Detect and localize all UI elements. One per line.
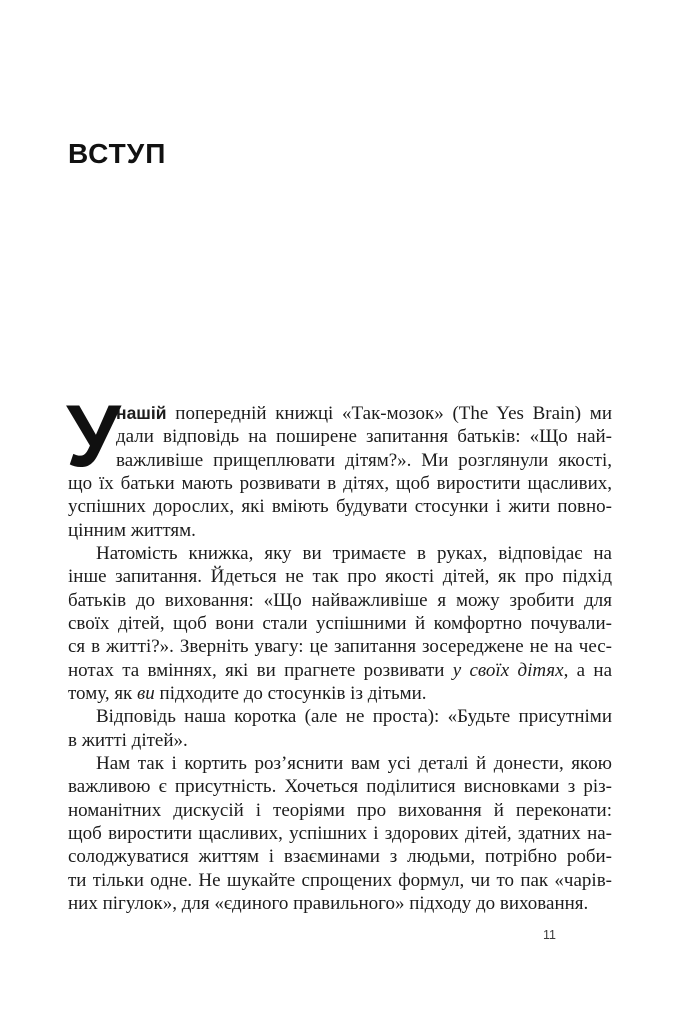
text-line [68, 472, 612, 495]
text-segment: підходите до стосунків із дітьми. [154, 682, 427, 704]
text-line [68, 752, 612, 775]
text-segment: у своїх дітях [452, 659, 564, 681]
text-segment: ви [137, 682, 155, 704]
text-segment: них пігулок», для «єдиного правильного» підходу до виховання. [68, 892, 589, 914]
text-line [68, 402, 612, 425]
body-text [66, 386, 612, 915]
text-line [68, 612, 612, 635]
text-segment: тому, як [68, 682, 138, 704]
text-segment: що їх батьки мають розвивати в дітях, щоб виростити щасливих, [68, 472, 612, 494]
text-line [68, 682, 612, 705]
text-line [68, 822, 612, 845]
text-line [68, 705, 612, 728]
text-segment: Натомість книжка, яку ви тримаєте в руках, відповідає на [96, 542, 612, 564]
text-segment: важливою є присутність. Хочеться поділитися висновками з різ- [68, 776, 612, 798]
text-segment: батьків до виховання: «Що найважливіше я можу зробити для [68, 589, 612, 611]
text-segment: своїх дітей, щоб вони стали успішними й комфортно почували- [68, 612, 612, 634]
text-segment: номанітних дискусій і теоріями про виховання й переконати: [68, 799, 612, 821]
text-segment: ся в житті?». Зверніть увагу: це запитання зосереджене не на чес- [68, 636, 612, 658]
text-line [68, 495, 612, 518]
text-segment: дали відповідь на поширене запитання батьків: «Що най- [116, 426, 612, 448]
text-line [68, 519, 612, 542]
text-line [68, 845, 612, 868]
text-segment: цінним життям. [68, 519, 196, 541]
text-line [68, 565, 612, 588]
text-segment: щоб виростити щасливих, успішних і здорових дітей, здатних на- [68, 822, 612, 844]
text-segment: ти тільки одне. Не шукайте спрощених формул, чи то пак «чарів- [68, 869, 612, 891]
text-segment: нотах та вміннях, які ви прагнете розвивати [68, 659, 453, 681]
text-segment: нашій [116, 403, 176, 423]
text-segment: Відповідь наша коротка (але не проста): «Будьте присутніми [96, 706, 612, 728]
text-line [68, 425, 612, 448]
text-segment: попередній книжці «Так-мозок» (The Yes Brain) ми [175, 403, 612, 424]
text-segment: успішних дорослих, які вміють будувати стосунки і жити повно- [68, 496, 612, 518]
text-line [68, 775, 612, 798]
text-line [68, 869, 612, 892]
text-segment: важливіше прищеплювати дітям?». Ми розглянули якості, [116, 449, 612, 471]
text-line [68, 729, 612, 752]
chapter-title: ВСТУП [68, 138, 167, 169]
text-line [68, 449, 612, 472]
text-segment: Нам так і кортить роз’яснити вам усі деталі й донести, якою [96, 752, 612, 774]
text-line [68, 659, 612, 682]
text-segment: інше запитання. Йдеться не так про якості дітей, як про підхід [68, 566, 612, 588]
text-line [68, 542, 612, 565]
text-segment: солоджуватися життям і взаєминами з людьми, потрібно роби- [68, 846, 612, 868]
drop-cap: У [66, 386, 121, 485]
text-segment: , а на [563, 659, 612, 681]
text-line [68, 635, 612, 658]
text-line [68, 892, 612, 915]
text-line [68, 589, 612, 612]
page-number: 11 [543, 928, 556, 942]
text-segment: в житті дітей». [68, 729, 188, 751]
text-line [68, 799, 612, 822]
